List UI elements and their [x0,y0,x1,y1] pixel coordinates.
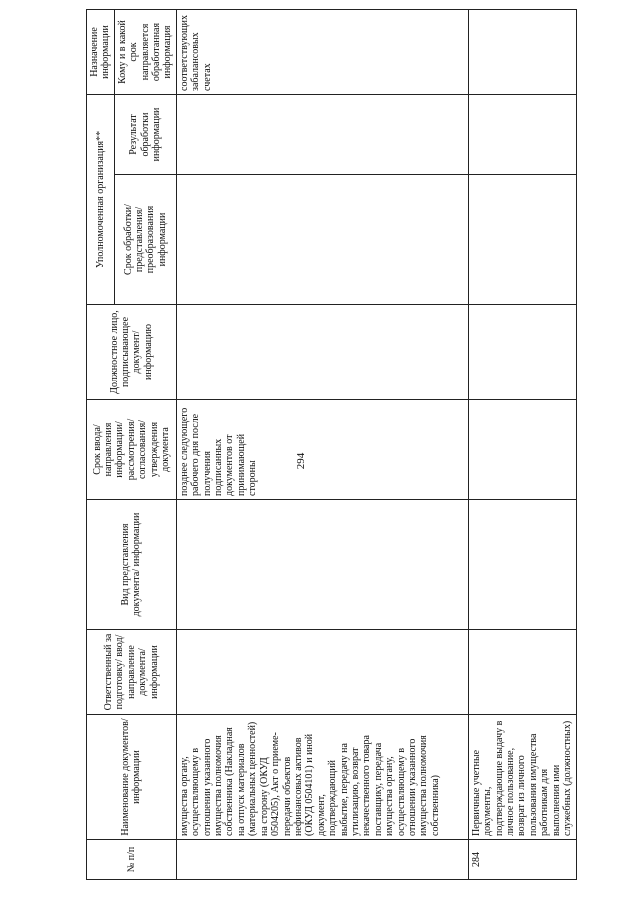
row-form [176,500,468,630]
header-recipient: Кому и в какой срок направляется обработанная информация [114,9,176,94]
header-processing-deadline: Срок обработки/ представления/ преобразования информации [114,175,176,305]
row-processing-deadline [468,175,576,305]
table-row [176,9,468,879]
header-official: Должностное лицо, подписывающее документ/ информацию [87,305,177,400]
row-num [176,840,468,880]
row-responsible [468,630,576,715]
row-name: Первичные учетные документы, подтверждающие выдачу в личное пользование, возврат из личного пользования имущества работникам для выполнения ими служебных (должностных) [468,715,576,840]
row-deadline: позднее следующего рабочего дня после получения подписанных документов от принимающей стороны [176,400,468,500]
row-processing-deadline [176,175,468,305]
row-result [176,94,468,174]
header-purpose: Назначение информации [87,9,115,94]
row-recipient: соответствующих забалансовых счетах [176,9,468,94]
row-form [468,500,576,630]
row-name: имущества органу, осуществляющему в отношении указанного имущества полномочия собственника (Накладная на отпуск материалов (материальных ценностей) на сторону (ОКУД 0504205), Акт о приеме-передачи объектов нефинансовых активов (ОКУД 0504101) и иной документ, подтверждающий выбытие, передачу на утилизацию, возврат некачественного товара поставщику, передача имущества органу, осуществляющему в отношении указанного имущества полномочия собственника) [176,715,468,840]
header-row-top [87,9,115,879]
row-official [468,305,576,400]
header-responsible: Ответственный за подготовку/ ввод/ направление документа/ информации [87,630,177,715]
header-num: № п/п [87,840,177,880]
header-deadline: Срок ввода/ направления информации/ рассмотрения/ согласования/ утверждения документа [87,400,177,500]
table-row [468,9,576,879]
row-deadline [468,400,576,500]
document-table [86,9,577,880]
row-responsible [176,630,468,715]
row-num: 284 [468,840,576,880]
row-result [468,94,576,174]
header-authorized-org: Уполномоченная организация** [87,94,115,304]
row-official [176,305,468,400]
rotated-table-wrapper [86,10,574,880]
header-name: Наименование документов/информации [87,715,177,840]
header-result: Результат обработки информации [114,94,176,174]
page-number: 294 [295,452,307,470]
header-form: Вид представления документа/ информации [87,500,177,630]
row-recipient [468,9,576,94]
